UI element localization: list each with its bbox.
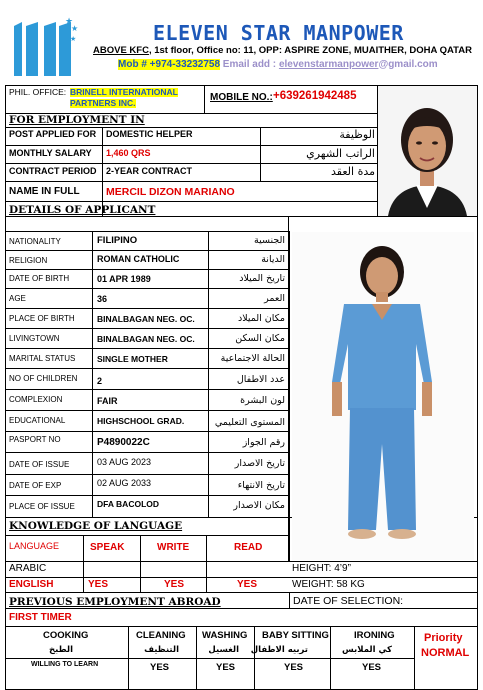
english-language-label: ENGLISH [9,579,54,590]
language-heading: KNOWLEDGE OF LANGUAGE [9,520,183,532]
issue-place-label: PLACE OF ISSUE [9,502,75,511]
email-domain: @gmail.com [378,59,438,70]
livingtown-value: BINALBAGAN NEG. OC. [97,334,195,344]
ironing-header: IRONING [354,630,395,641]
svg-text:★: ★ [70,35,77,43]
complexion-arabic: لون البشرة [240,395,285,406]
issue-place-value: DFA BACOLOD [97,499,160,509]
age-value: 36 [97,294,108,304]
email-label: Email add : [222,59,277,70]
pob-value: BINALBAGAN NEG. OC. [97,314,195,324]
company-name: ELEVEN STAR MANPOWER [153,21,404,45]
post-value: DOMESTIC HELPER [106,129,193,139]
write-col-header: WRITE [157,542,190,553]
priority-value: NORMAL [421,647,470,659]
email-user[interactable]: elevenstarmanpower [278,59,379,70]
washing-value: YES [216,662,236,673]
arabic-language-label: ARABIC [9,563,47,574]
baby-sitting-arabic: تربيه الاطفال [250,645,308,655]
washing-arabic: الغسيل [208,645,239,655]
children-label: NO OF CHILDREN [9,374,78,383]
applicant-full-body-photo [292,232,474,560]
passport-value: P4890022C [97,437,150,448]
baby-sitting-value: YES [284,662,304,673]
contract-arabic: مدة العقد [331,165,375,178]
livingtown-label: LIVINGTOWN [9,334,60,343]
issue-date-arabic: تاريخ الاصدار [234,458,285,469]
post-label: POST APPLIED FOR [9,129,97,139]
salary-arabic: الراتب الشهري [306,147,375,160]
expiry-arabic: تاريخ الانتهاء [237,480,285,491]
phil-office-name-2: PARTNERS INC. [70,98,136,108]
salary-value: 1,460 QRS [106,148,151,158]
age-arabic: العمر [264,293,285,304]
education-label: EDUCATIONAL [9,416,66,425]
pob-label: PLACE OF BIRTH [9,314,75,323]
phil-mobile-label: MOBILE NO.: [210,92,273,103]
passport-label: PASPORT NO [9,435,61,444]
passport-arabic: رقم الجواز [242,437,285,448]
issue-date-label: DATE OF ISSUE [9,460,70,469]
previous-employment-heading: PREVIOUS EMPLOYMENT ABROAD [9,596,221,608]
english-read-value: YES [237,579,258,590]
contact-line [118,60,438,70]
read-col-header: READ [234,542,263,553]
address-rest: , 1st floor, Office no: 11, OPP: ASPIRE ZONE, MUAITHER, DOHA QATAR [148,45,472,56]
english-speak-value: YES [88,579,109,590]
salary-label: MONTHLY SALARY [9,148,92,158]
company-logo [8,14,80,82]
issue-date-value: 03 AUG 2023 [97,457,152,467]
complexion-value: FAIR [97,396,118,406]
issue-place-arabic: مكان الاصدار [233,500,285,511]
first-timer-value: FIRST TIMER [9,612,72,623]
marital-arabic: الحالة الاجتماعية [220,353,285,364]
cooking-arabic: الطبخ [49,645,73,655]
washing-header: WASHING [202,630,248,641]
religion-label: RELIGION [9,256,48,265]
expiry-value: 02 AUG 2033 [97,478,152,488]
religion-arabic: الديانة [261,254,285,265]
language-col-header: LANGUAGE [9,541,60,551]
education-arabic: المستوى التعليمي [214,417,285,428]
weight-value: WEIGHT: 58 KG [292,579,365,590]
dob-value: 01 APR 1989 [97,274,151,284]
cooking-header: COOKING [43,630,89,641]
mobile-number: Mob # +974-33232758 [118,59,221,70]
employment-heading: FOR EMPLOYMENT IN [9,114,145,126]
cleaning-header: CLEANING [136,630,186,641]
phil-office-label: PHIL. OFFICE: [9,87,67,97]
company-address [93,46,472,56]
religion-value: ROMAN CATHOLIC [97,254,180,264]
date-of-selection-label: DATE OF SELECTION: [293,595,404,607]
dob-label: DATE OF BIRTH [9,274,70,283]
name-label: NAME IN FULL [9,186,80,197]
pob-arabic: مكان الميلاد [237,313,285,324]
speak-col-header: SPEAK [90,542,125,553]
post-arabic: الوظيفة [339,128,375,141]
contract-value: 2-YEAR CONTRACT [106,166,193,176]
marital-value: SINGLE MOTHER [97,354,168,364]
marital-label: MARITAL STATUS [9,354,76,363]
age-label: AGE [9,294,26,303]
ironing-arabic: كي الملابس [342,645,392,655]
nationality-arabic: الجنسية [254,235,285,246]
cleaning-value: YES [150,662,170,673]
address-prefix: ABOVE KFC [93,45,149,56]
cooking-value: WILLING TO LEARN [31,661,99,668]
svg-text:★: ★ [71,24,79,33]
phil-office-name-1: BRINELL INTERNATIONAL [70,87,178,97]
details-heading: DETAILS OF APPLICANT [9,204,156,216]
nationality-value: FILIPINO [97,235,138,246]
baby-sitting-header: BABY SITTING [262,630,329,641]
education-value: HIGHSCHOOL GRAD. [97,416,185,426]
cleaning-arabic: التنظيف [144,645,179,655]
priority-label: Priority [424,632,463,644]
height-value: HEIGHT: 4’9” [292,563,351,574]
contract-label: CONTRACT PERIOD [9,166,97,176]
english-write-value: YES [164,579,185,590]
complexion-label: COMPLEXION [9,395,63,404]
applicant-portrait-photo [378,86,477,216]
phil-mobile-value: +639261942485 [273,90,357,102]
livingtown-arabic: مكان السكن [235,333,285,344]
children-arabic: عدد الاطفال [236,374,285,385]
name-value: MERCIL DIZON MARIANO [106,186,235,198]
dob-arabic: تاريخ الميلاد [239,273,285,284]
expiry-label: DATE OF EXP [9,481,62,490]
ironing-value: YES [362,662,382,673]
nationality-label: NATIONALITY [9,237,61,246]
children-value: 2 [97,376,103,386]
svg-text:★: ★ [65,17,74,27]
